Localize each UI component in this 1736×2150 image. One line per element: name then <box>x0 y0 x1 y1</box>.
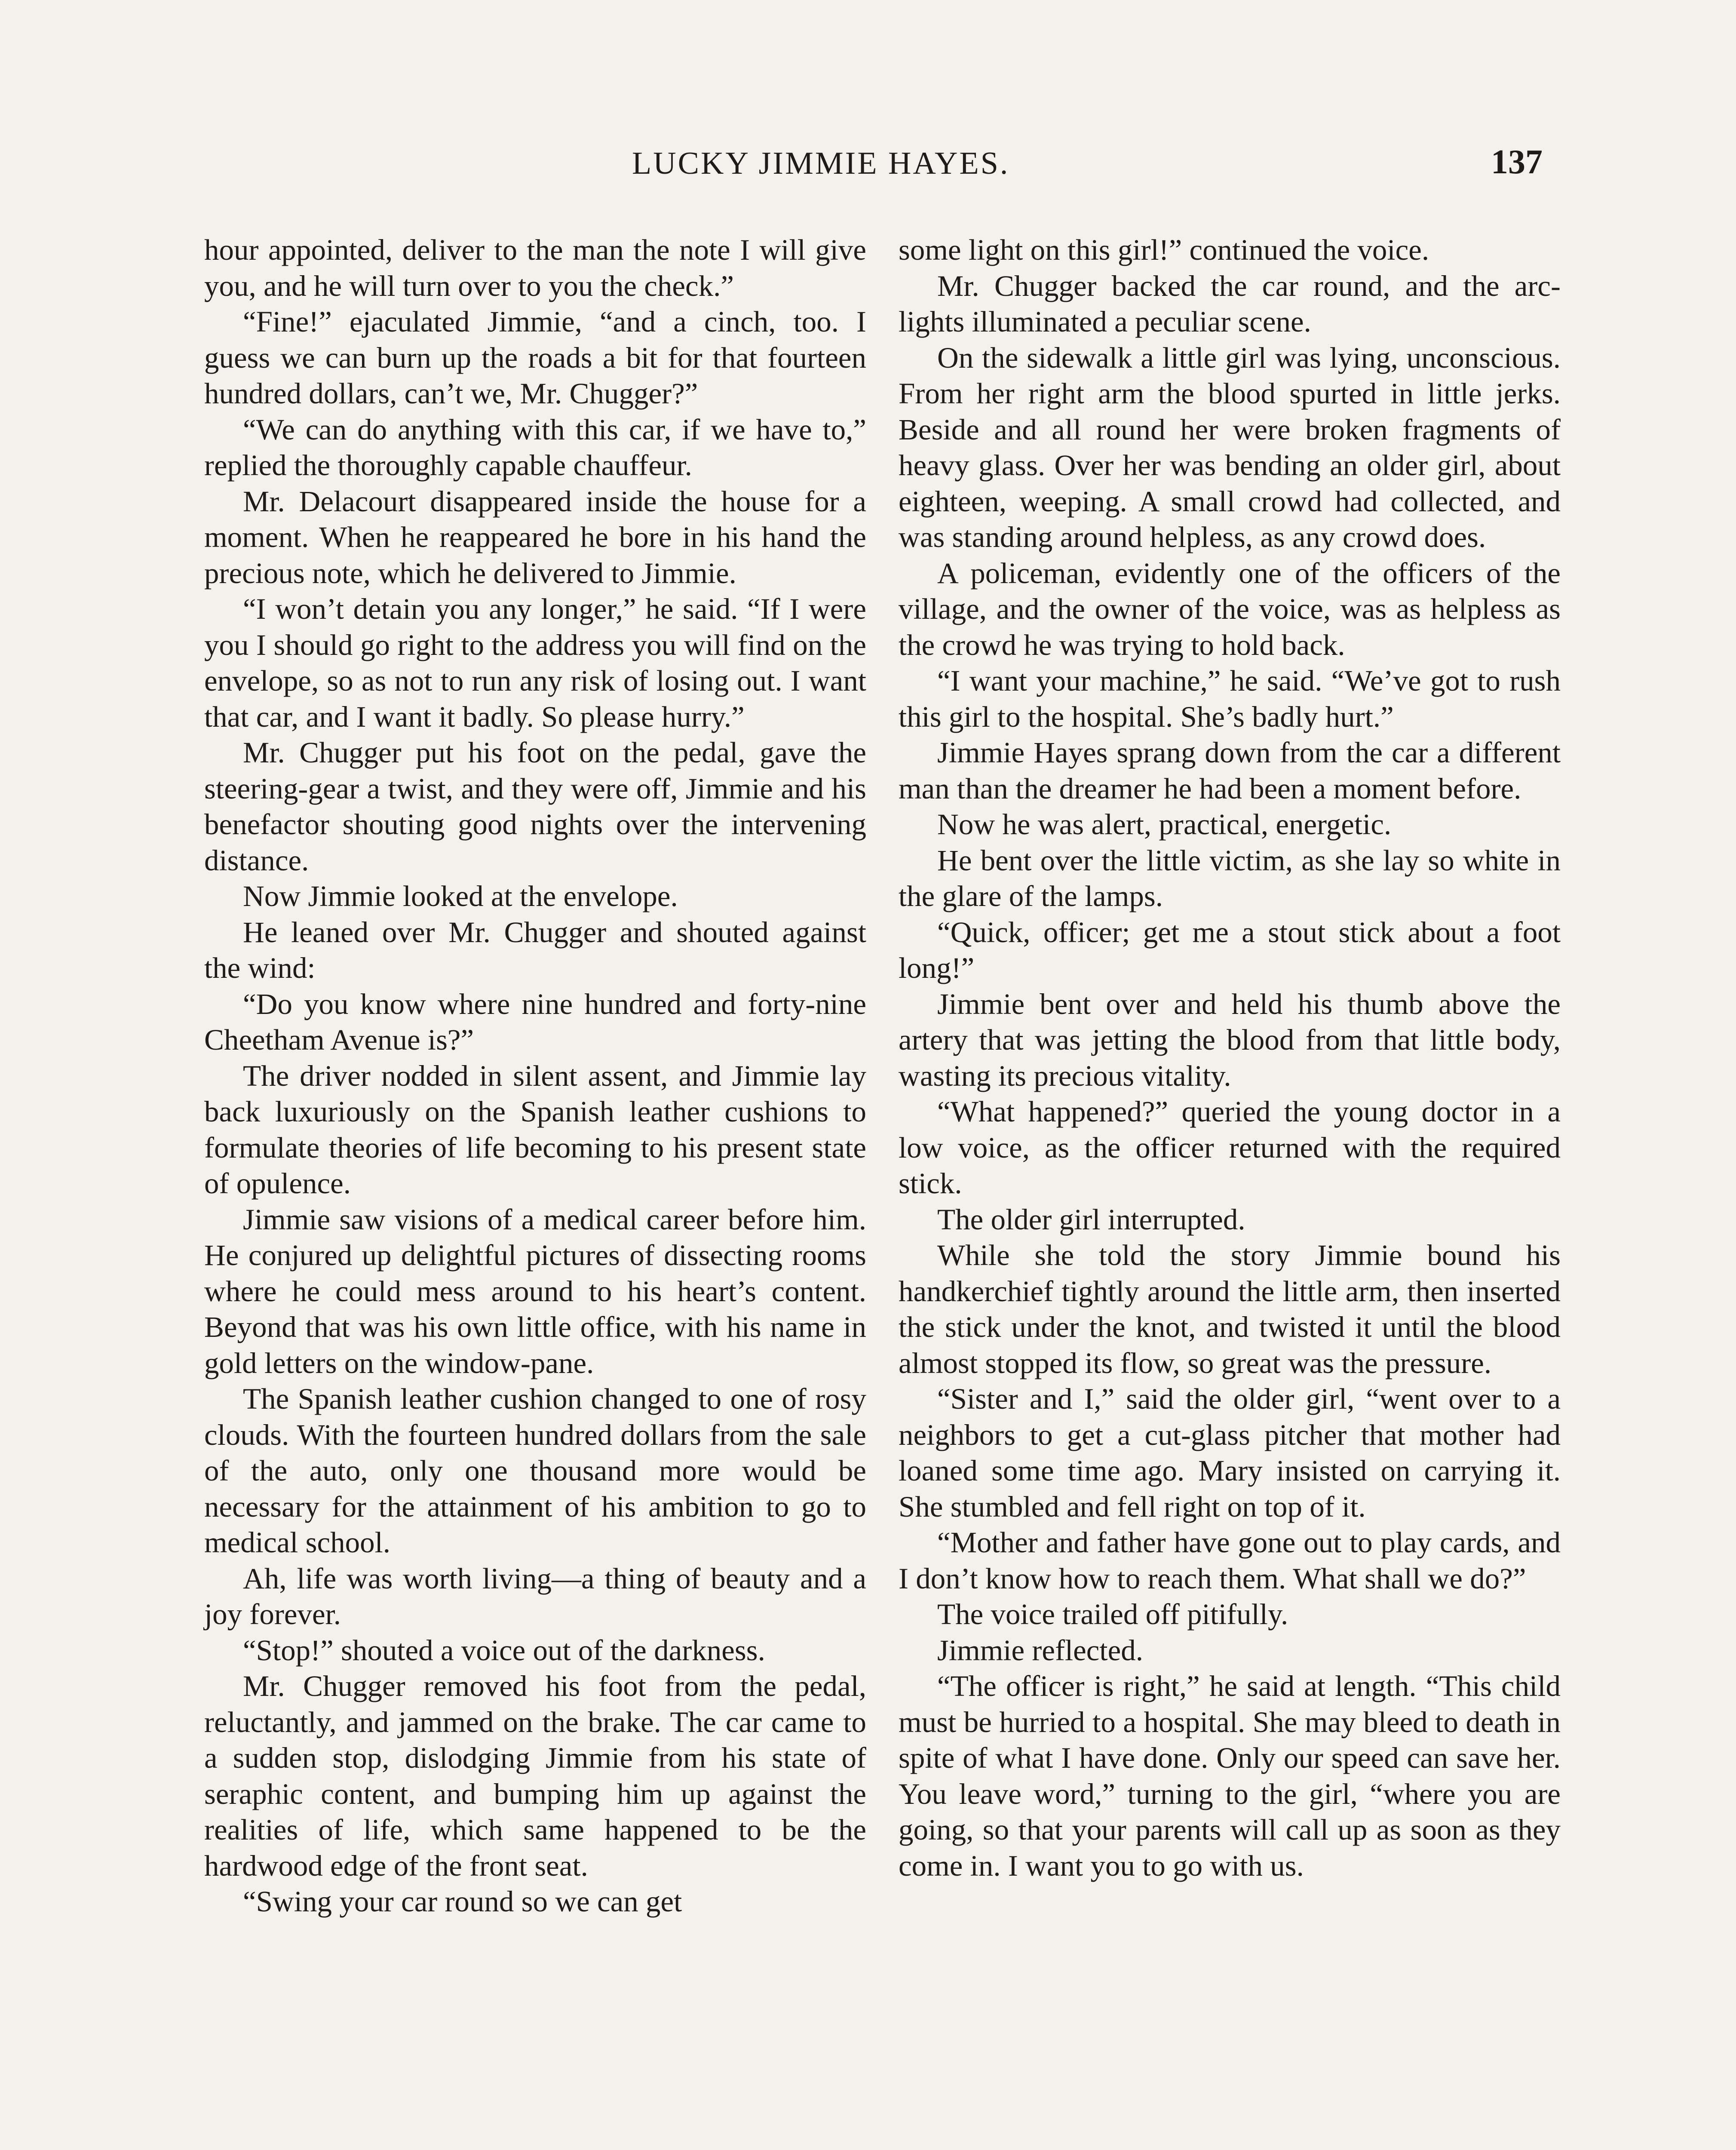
running-header-title: LUCKY JIMMIE HAYES. <box>632 146 1010 181</box>
paragraph: “What happened?” queried the young doctor in a low voice, as the officer returned with the required stick. <box>899 1095 1561 1200</box>
paragraph: Mr. Delacourt disappeared inside the house for a moment. When he reappeared he bore in his hand the precious note, which he delivered to Jimmie. <box>204 485 866 590</box>
paragraph: The Spanish leather cushion changed to one of rosy clouds. With the fourteen hundred dollars from the sale of the auto, only one thousand more would be necessary for the attainment of his ambition to go to medical school. <box>204 1382 866 1559</box>
paragraph: “Swing your car round so we can get <box>243 1885 682 1918</box>
paragraph: “The officer is right,” he said at length. “This child must be hurried to a hospital. She may bleed to death in spite of what I have done. Only our speed can save her. You leave word,” turning to the girl, “where you are going, so that your parents will call up as soon as they come in. I want you to go with us. <box>899 1670 1561 1882</box>
paragraph: A policeman, evidently one of the officers of the village, and the owner of the voice, was as helpless as the crowd he was trying to hold back. <box>899 556 1561 661</box>
paragraph: The driver nodded in silent assent, and Jimmie lay back luxuriously on the Spanish leather cushions to formulate theories of life becoming to his present state of opulence. <box>204 1059 866 1200</box>
right-text-column <box>899 232 1561 1884</box>
paragraph: Jimmie reflected. <box>937 1634 1143 1667</box>
left-text-column <box>204 232 866 1920</box>
paragraph: He leaned over Mr. Chugger and shouted against the wind: <box>204 915 866 984</box>
paragraph: “I won’t detain you any longer,” he said. “If I were you I should go right to the address you will find on the envelope, so as not to run any risk of losing out. I want that car, and I want it badly. So please hurry.” <box>204 593 866 733</box>
paragraph: “Do you know where nine hundred and forty-nine Cheetham Avenue is?” <box>204 987 866 1056</box>
paragraph: “I want your machine,” he said. “We’ve got to rush this girl to the hospital. She’s badly hurt.” <box>899 664 1561 733</box>
paragraph: The older girl interrupted. <box>937 1203 1245 1236</box>
paragraph: Jimmie bent over and held his thumb above the artery that was jetting the blood from that little body, wasting its precious vitality. <box>899 987 1561 1092</box>
paragraph: “We can do anything with this car, if we have to,” replied the thoroughly capable chauffeur. <box>204 413 866 482</box>
paragraph: Now he was alert, practical, energetic. <box>937 808 1392 841</box>
paragraph: some light on this girl!” continued the voice. <box>899 233 1429 266</box>
paragraph: Jimmie Hayes sprang down from the car a different man than the dreamer he had been a moment before. <box>899 736 1561 805</box>
paragraph: “Fine!” ejaculated Jimmie, “and a cinch, too. I guess we can burn up the roads a bit for that fourteen hundred dollars, can’t we, Mr. Chugger?” <box>204 305 866 410</box>
paragraph: Now Jimmie looked at the envelope. <box>243 880 678 912</box>
paragraph: “Sister and I,” said the older girl, “went over to a neighbors to get a cut-glass pitcher that mother had loaned some time ago. Mary insisted on carrying it. She stumbled and fell right on top of it. <box>899 1382 1561 1523</box>
paragraph: The voice trailed off pitifully. <box>937 1598 1288 1631</box>
paragraph: Mr. Chugger put his foot on the pedal, gave the steering-gear a twist, and they were off, Jimmie and his benefactor shouting good nights over the intervening distance. <box>204 736 866 877</box>
paragraph: Ah, life was worth living—a thing of beauty and a joy forever. <box>204 1562 866 1631</box>
paragraph: Mr. Chugger removed his foot from the pedal, reluctantly, and jammed on the brake. The car came to a sudden stop, dislodging Jimmie from his state of seraphic content, and bumping him up against the realities of life, which same happened to be the hardwood edge of the front seat. <box>204 1670 866 1882</box>
paragraph: “Stop!” shouted a voice out of the darkness. <box>243 1634 765 1667</box>
paragraph: He bent over the little victim, as she lay so white in the glare of the lamps. <box>899 844 1561 912</box>
paragraph: On the sidewalk a little girl was lying, unconscious. From her right arm the blood spurted in little jerks. Beside and all round her were broken fragments of heavy glass. Over her was bending an older girl, about eighteen, weeping. A small crowd had collected, and was standing around helpless, as any crowd does. <box>899 341 1561 553</box>
paragraph: hour appointed, deliver to the man the note I will give you, and he will turn over to you the check.” <box>204 233 866 302</box>
paragraph: Jimmie saw visions of a medical career before him. He conjured up delightful pictures of dissecting rooms where he could mess around to his heart’s content. Beyond that was his own little office, with his name in gold letters on the window-pane. <box>204 1203 866 1379</box>
paragraph: “Mother and father have gone out to play cards, and I don’t know how to reach them. What shall we do?” <box>899 1526 1561 1595</box>
paragraph: Mr. Chugger backed the car round, and the arc-lights illuminated a peculiar scene. <box>899 269 1561 338</box>
paragraph: While she told the story Jimmie bound his handkerchief tightly around the little arm, then inserted the stick under the knot, and twisted it until the blood almost stopped its flow, so great was the pressure. <box>899 1239 1561 1379</box>
paragraph: “Quick, officer; get me a stout stick about a foot long!” <box>899 915 1561 984</box>
page-number: 137 <box>1491 143 1543 181</box>
